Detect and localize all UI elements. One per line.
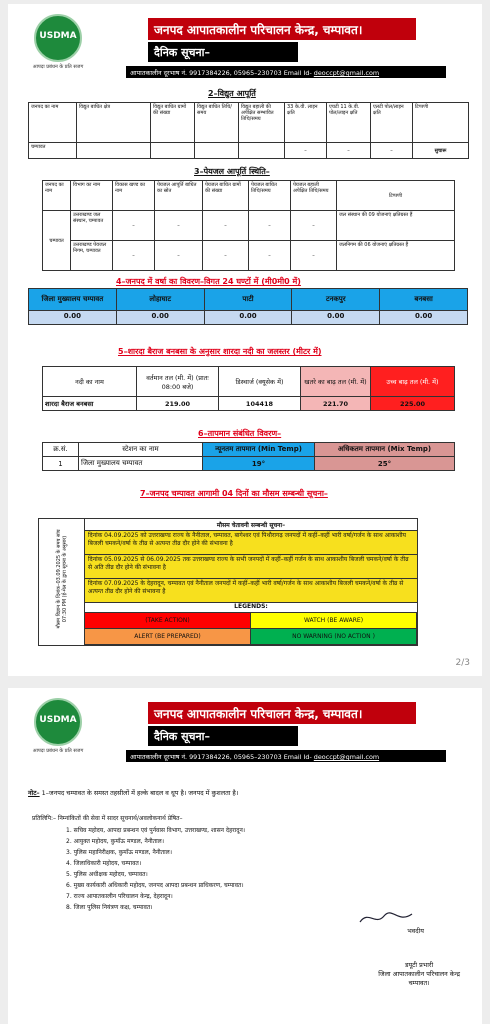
table-row: 0.00 0.00 0.00 0.00 0.00 bbox=[29, 311, 468, 325]
legend-no-warning: NO WARNING (NO ACTION ) bbox=[251, 629, 417, 645]
usdma-logo: USDMA आपदा प्रबंधन के प्रति सजग bbox=[26, 14, 90, 74]
table-row: चम्पावत उत्तराखण्ड जल संस्थान, चम्पावत – – – – – जल संस्थान की 09 योजनाएं क्षतिग्रस्त हैं bbox=[43, 211, 455, 241]
signatory-block: डयूटी प्रभारी जिला आपातकालीन परिचालन केन्द्र चम्पावत। bbox=[378, 961, 460, 987]
page-title: जनपद आपातकालीन परिचालन केन्द्र, चम्पावत। bbox=[148, 702, 416, 724]
list-item: 8. जिला पुलिस नियंत्रण कक्ष, चम्पावत। bbox=[66, 904, 153, 911]
table-row: उत्तराखण्ड पेयजल निगम, चम्पावत – – – – – जलनिगम की 06 योजनाएं क्षतिग्रस्त हैं bbox=[43, 241, 455, 271]
contact-line: आपातकालीन दूरभाष नं. 9917384226, 05965–230703 Email Id- deoccpt@gmail.com bbox=[126, 750, 446, 762]
power-section-title: 2–विद्युत आपूर्ति bbox=[208, 89, 256, 98]
report-page-1 bbox=[8, 4, 482, 676]
table-row: चम्पावत – – – सुचारू bbox=[29, 143, 469, 159]
temp-header-row: क्र.सं. स्टेशन का नाम न्यूनतम तापमान (Min Temp) अधिकतम तापमान (Mix Temp) bbox=[43, 443, 455, 457]
page-indicator: 2/3 bbox=[455, 658, 470, 668]
water-section-title: 3–पेयजल आपूर्ति स्थिति– bbox=[194, 167, 270, 176]
page-subtitle: दैनिक सूचना– bbox=[148, 42, 298, 62]
rain-section-title: 4–जनपद में वर्षा का विवरण–विगत 24 घण्टों में (मी0मी0 में) bbox=[116, 277, 301, 286]
water-table bbox=[42, 180, 455, 271]
weather-row: दिनांक 04.09.2025 को उत्तराखण्ड राज्य के नैनीताल, चम्पावत, बागेश्वर एवं पिथौरागढ़ जनपदों में कहीं–कहीं भारी वर्षा/गर्जन के साथ आकाशीय बिजली चमकने/वर्षा के तीव्र से अत्यन्त तीव्र दौर होने की संभावना है bbox=[85, 531, 417, 555]
list-item: 7. राज्य आपातकालीन परिचालन केन्द्र, देहरादून। bbox=[66, 893, 173, 900]
river-section-title: 5–शारदा बैराज बनबसा के अनुसार शारदा नदी का जलस्तर (मीटर में) bbox=[118, 347, 322, 356]
recipient-list bbox=[66, 826, 245, 914]
contact-line: आपातकालीन दूरभाष नं. 9917384226, 05965–230703 Email Id- deoccpt@gmail.com bbox=[126, 66, 446, 78]
weather-row: दिनांक 07.09.2025 के देहरादून, चम्पावत एवं नैनीताल जनपदों में कहीं–कहीं भारी वर्षा/गर्जन के साथ आकाशीय बिजली चमकने/वर्षा के तीव्र से अत्यन्त तीव्र दौर होने की संभावना है bbox=[85, 579, 417, 603]
legend-watch: WATCH (BE AWARE) bbox=[251, 613, 417, 629]
legend-alert: ALERT (BE PREPARED) bbox=[85, 629, 251, 645]
river-header-row: नदी का नाम वर्तमान तल (मी. में) (प्रातः 08:00 बजे) डिस्चार्ज (क्यूसेक में) खतरे का बाढ़ तल (मी. में) उच्च बाढ़ तल (मी. में) bbox=[43, 367, 455, 397]
weather-head: मौसम चेतावनी सम्बन्धी सूचना– bbox=[85, 519, 417, 531]
list-item: 5. पुलिस अधीक्षक महोदय, चम्पावत। bbox=[66, 871, 148, 878]
sign-off: भवदीय bbox=[407, 927, 424, 935]
legend-take-action: (TAKE ACTION) bbox=[85, 613, 251, 629]
page-header bbox=[8, 4, 482, 76]
weather-source-cell: मौसम विज्ञान के दिनांक–03.09.2025 के समय सांय 07:30 PM (ई-मेल के द्वारा सूचना के अनुसार) bbox=[39, 519, 85, 645]
weather-section-title: 7–जनपद चम्पावत आगामी 04 दिनों का मौसम सम्बन्धी सूचना– bbox=[140, 489, 328, 498]
water-header-row: जनपद का नाम विभाग का नाम विकास खण्ड का नाम पेयजल आपूर्ति बाधित का स्रोत पेयजल बाधित ग्रामों की संख्या पेयजल बाधित तिथि/समय पेयजल बहाली अपेक्षित तिथि/समय टिप्पणी bbox=[43, 181, 455, 211]
rain-header-row: जिला मुख्यालय चम्पावत लोहाघाट पाटी टनकपुर बनबसा bbox=[29, 289, 468, 311]
note: नोट– 1–जनपद चम्पावत के समस्त तहसीलों में हल्के बादल व धूप है। जनपद में कुशलता है। bbox=[28, 789, 239, 797]
page-subtitle: दैनिक सूचना– bbox=[148, 726, 298, 746]
weather-row: दिनांक 05.09.2025 से 06.09.2025 तक उत्तराखण्ड राज्य के सभी जनपदों में कहीं–कहीं गर्जन के साथ आकाशीय बिजली चमकने/वर्षा के तीव्र से अति तीव्र दौर होने की संभावना है bbox=[85, 555, 417, 579]
river-table bbox=[42, 366, 455, 411]
page-title: जनपद आपातकालीन परिचालन केन्द्र, चम्पावत। bbox=[148, 18, 416, 40]
copy-intro: प्रतिलिपि:– निम्नांकितों की सेवा में सादर सूचनार्थ/अवलोकनार्थ प्रेषित– bbox=[32, 815, 183, 822]
list-item: 6. मुख्य कार्यकारी अधिकारी महोदय, जनपद आपदा प्रबन्धन प्राधिकरण, चम्पावत। bbox=[66, 882, 244, 889]
weather-table bbox=[38, 518, 418, 646]
email-link[interactable]: deoccpt@gmail.com bbox=[313, 753, 380, 761]
power-header-row: जनपद का नाम विद्युत बाधित क्षेत्र विद्युत बाधित ग्रामों की संख्या विद्युत बाधित तिथि/समय विद्युत बहाली की अपेक्षित सम्भावित तिथि/समय 33 के.वी. लाइन क्षति एचटी 11 के.वी. पोल/लाइन क्षति एलटी पोल/लाइन क्षति टिप्पणी bbox=[29, 103, 469, 143]
legend-title: LEGENDS: bbox=[85, 603, 417, 613]
list-item: 2. आयुक्त महोदय, कुमाँऊ मण्डल, नैनीताल। bbox=[66, 838, 165, 845]
list-item: 1. सचिव महोदय, आपदा प्रबन्धन एवं पुर्नवास विभाग, उत्तराखण्ड, शासन देहरादून। bbox=[66, 827, 246, 834]
temp-table bbox=[42, 442, 455, 471]
temp-section-title: 6–तापमान संबंधित विवरण– bbox=[198, 429, 282, 438]
usdma-logo: USDMA आपदा प्रबंधन के प्रति सजग bbox=[26, 698, 90, 758]
table-row: 1 जिला मुख्यालय चम्पावत 19° 25° bbox=[43, 457, 455, 471]
page-header bbox=[8, 688, 482, 760]
list-item: 4. जिलाधिकारी महोदय, चम्पावत। bbox=[66, 860, 142, 867]
email-link[interactable]: deoccpt@gmail.com bbox=[313, 69, 380, 77]
report-page-2 bbox=[8, 688, 482, 1024]
list-item: 3. पुलिस महानिरीक्षक, कुमाँऊ मण्डल, नैनीताल। bbox=[66, 849, 172, 856]
table-row: शारदा बैराज बनबसा 219.00 104418 221.70 225.00 bbox=[43, 397, 455, 411]
signature bbox=[358, 908, 414, 928]
rain-table bbox=[28, 288, 468, 325]
power-table bbox=[28, 102, 469, 159]
